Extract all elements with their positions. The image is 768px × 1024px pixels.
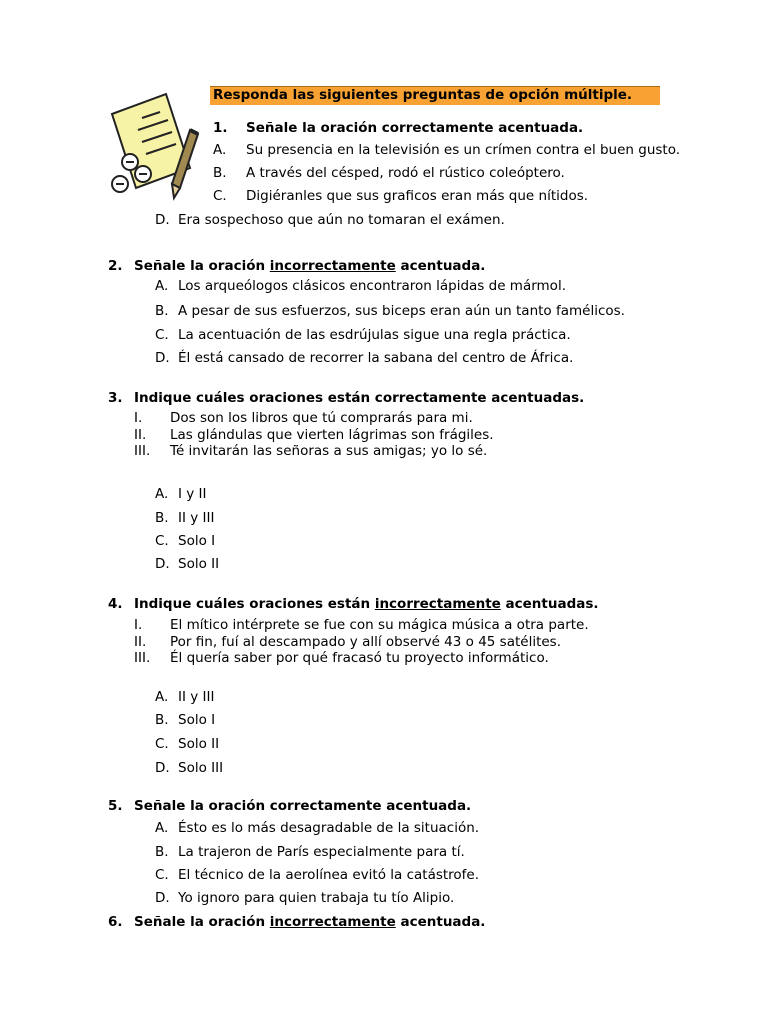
- quiz-paper-pencil-icon: [98, 84, 210, 204]
- q3-option-b-letter: B.: [155, 510, 169, 526]
- q2-option-d-text: Él está cansado de recorrer la sabana del centro de África.: [178, 350, 574, 366]
- q2-prompt: Señale la oración incorrectamente acentuada.: [134, 258, 486, 274]
- q4-option-d-text: Solo III: [178, 760, 224, 776]
- q3-option-a-letter: A.: [155, 486, 169, 502]
- q3-option-b-text: II y III: [178, 510, 215, 526]
- q1-number: 1.: [213, 120, 228, 136]
- q5-option-d-letter: D.: [155, 890, 170, 906]
- q3-option-d-letter: D.: [155, 556, 170, 572]
- q6-number: 6.: [108, 914, 123, 930]
- q3-prompt: Indique cuáles oraciones están correctamente acentuadas.: [134, 390, 585, 406]
- q5-option-a-text: Ésto es lo más desagradable de la situación.: [178, 820, 480, 836]
- q1-option-b-text: A través del césped, rodó el rústico coleóptero.: [246, 165, 565, 181]
- q2-number: 2.: [108, 258, 123, 274]
- q2-option-b-letter: B.: [155, 303, 169, 319]
- q5-prompt: Señale la oración correctamente acentuada.: [134, 798, 472, 814]
- q1-option-b-letter: B.: [213, 165, 227, 181]
- q3-option-d-text: Solo II: [178, 556, 220, 572]
- q4-statement-3-text: Él quería saber por qué fracasó tu proyecto informático.: [170, 650, 549, 666]
- q4-number: 4.: [108, 596, 123, 612]
- q3-statement-2-text: Las glándulas que vierten lágrimas son frágiles.: [170, 427, 494, 443]
- q4-statement-2-roman: II.: [134, 634, 147, 650]
- q1-prompt: Señale la oración correctamente acentuada.: [246, 120, 584, 136]
- q4-option-b-letter: B.: [155, 712, 169, 728]
- q4-statement-3-roman: III.: [134, 650, 151, 666]
- q1-option-c-letter: C.: [213, 188, 227, 204]
- q2-option-b-text: A pesar de sus esfuerzos, sus biceps eran aún un tanto famélicos.: [178, 303, 625, 319]
- q3-statement-1-roman: I.: [134, 410, 143, 426]
- q6-prompt: Señale la oración incorrectamente acentuada.: [134, 914, 486, 930]
- q5-option-c-text: El técnico de la aerolínea evitó la catástrofe.: [178, 867, 480, 883]
- q3-option-c-letter: C.: [155, 533, 169, 549]
- q4-option-d-letter: D.: [155, 760, 170, 776]
- q4-statement-2-text: Por fin, fuí al descampado y allí observé 43 o 45 satélites.: [170, 634, 562, 650]
- q3-option-c-text: Solo I: [178, 533, 216, 549]
- q2-option-c-letter: C.: [155, 327, 169, 343]
- instruction-text: Responda las siguientes preguntas de opción múltiple.: [213, 87, 633, 103]
- q3-statement-3-text: Té invitarán las señoras a sus amigas; yo lo sé.: [170, 443, 488, 459]
- q5-option-b-letter: B.: [155, 844, 169, 860]
- q5-option-c-letter: C.: [155, 867, 169, 883]
- q4-statement-1-text: El mítico intérprete se fue con su mágica música a otra parte.: [170, 617, 589, 633]
- q5-option-d-text: Yo ignoro para quien trabaja tu tío Alipio.: [178, 890, 455, 906]
- q1-option-d-letter: D.: [155, 212, 170, 228]
- q1-option-a-letter: A.: [213, 142, 227, 158]
- q2-option-a-letter: A.: [155, 278, 169, 294]
- q2-option-a-text: Los arqueólogos clásicos encontraron lápidas de mármol.: [178, 278, 566, 294]
- q2-option-c-text: La acentuación de las esdrújulas sigue una regla práctica.: [178, 327, 571, 343]
- instruction-banner: [210, 86, 660, 105]
- q4-option-c-text: Solo II: [178, 736, 220, 752]
- q4-option-a-letter: A.: [155, 689, 169, 705]
- q4-option-a-text: II y III: [178, 689, 215, 705]
- q3-option-a-text: I y II: [178, 486, 207, 502]
- q4-statement-1-roman: I.: [134, 617, 143, 633]
- q4-option-b-text: Solo I: [178, 712, 216, 728]
- q4-option-c-letter: C.: [155, 736, 169, 752]
- q3-statement-2-roman: II.: [134, 427, 147, 443]
- q1-option-c-text: Digiéranles que sus graficos eran más que nítidos.: [246, 188, 589, 204]
- q4-prompt: Indique cuáles oraciones están incorrectamente acentuadas.: [134, 596, 599, 612]
- q5-number: 5.: [108, 798, 123, 814]
- q3-number: 3.: [108, 390, 123, 406]
- q3-statement-3-roman: III.: [134, 443, 151, 459]
- q5-option-a-letter: A.: [155, 820, 169, 836]
- q1-option-d-text: Era sospechoso que aún no tomaran el exámen.: [178, 212, 505, 228]
- q2-option-d-letter: D.: [155, 350, 170, 366]
- q1-option-a-text: Su presencia en la televisión es un crímen contra el buen gusto.: [246, 142, 681, 158]
- q3-statement-1-text: Dos son los libros que tú comprarás para mi.: [170, 410, 473, 426]
- q5-option-b-text: La trajeron de París especialmente para tí.: [178, 844, 465, 860]
